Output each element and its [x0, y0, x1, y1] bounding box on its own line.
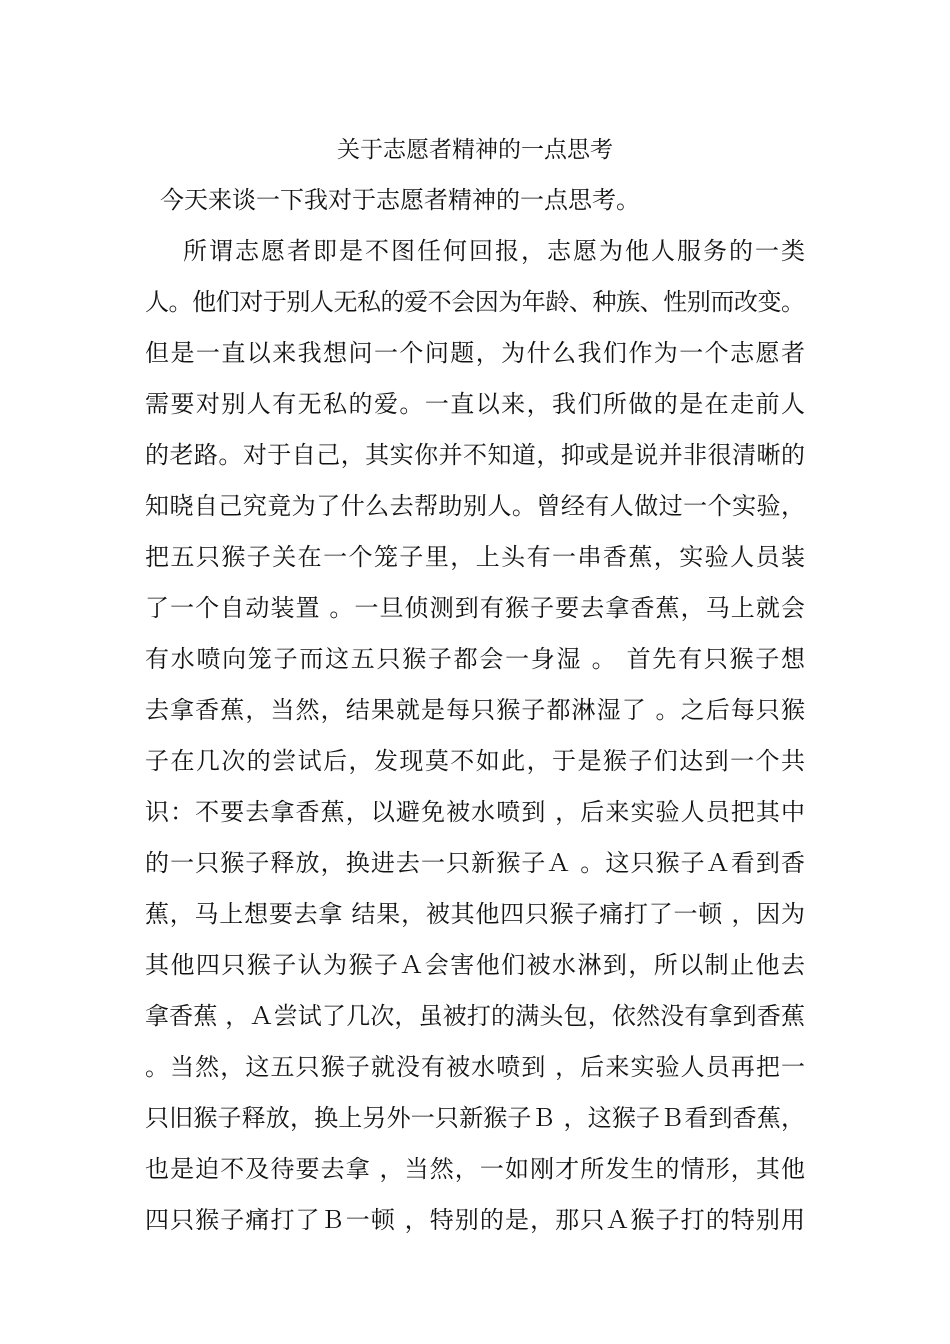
body-line: 去拿香蕉，当然，结果就是每只猴子都淋湿了 。之后每只猴: [145, 696, 807, 724]
body-line: 有水喷向笼子而这五只猴子都会一身湿 。 首先有只猴子想: [145, 645, 807, 673]
body-line: 知晓自己究竟为了什么去帮助别人。曾经有人做过一个实验，: [145, 492, 806, 520]
body-line: 拿香蕉 ，Ａ尝试了几次，虽被打的满头包，依然没有拿到香蕉: [145, 1002, 806, 1030]
body-line: 。当然，这五只猴子就没有被水喷到 ，后来实验人员再把一: [145, 1053, 807, 1081]
body-line: 把五只猴子关在一个笼子里，上头有一串香蕉，实验人员装: [145, 543, 807, 571]
body-line: 所谓志愿者即是不图任何回报，志愿为他人服务的一类: [183, 237, 807, 265]
body-line: 子在几次的尝试后，发现莫不如此，于是猴子们达到一个共: [145, 747, 807, 775]
intro-line: 今天来谈一下我对于志愿者精神的一点思考。: [160, 186, 640, 214]
body-line: 人。他们对于别人无私的爱不会因为年龄、种族、性别而改变。: [145, 288, 805, 316]
body-line: 但是一直以来我想问一个问题，为什么我们作为一个志愿者: [145, 339, 807, 367]
body-line: 的一只猴子释放，换进去一只新猴子Ａ 。这只猴子Ａ看到香: [145, 849, 807, 877]
body-line: 其他四只猴子认为猴子Ａ会害他们被水淋到，所以制止他去: [145, 951, 807, 979]
body-line: 识：不要去拿香蕉，以避免被水喷到 ，后来实验人员把其中: [145, 798, 807, 826]
body-line: 也是迫不及待要去拿 ，当然，一如刚才所发生的情形，其他: [145, 1155, 807, 1183]
document-title: 关于志愿者精神的一点思考: [337, 137, 613, 163]
body-line: 只旧猴子释放，换上另外一只新猴子Ｂ ，这猴子Ｂ看到香蕉，: [145, 1104, 806, 1132]
body-line: 的老路。对于自己，其实你并不知道，抑或是说并非很清晰的: [145, 441, 806, 469]
body-line: 四只猴子痛打了Ｂ一顿 ，特别的是，那只Ａ猴子打的特别用: [145, 1206, 807, 1234]
body-line: 蕉，马上想要去拿 结果，被其他四只猴子痛打了一顿 ，因为: [145, 900, 806, 928]
body-line: 了一个自动装置 。一旦侦测到有猴子要去拿香蕉，马上就会: [145, 594, 807, 622]
body-line: 需要对别人有无私的爱。一直以来，我们所做的是在走前人: [145, 390, 807, 418]
